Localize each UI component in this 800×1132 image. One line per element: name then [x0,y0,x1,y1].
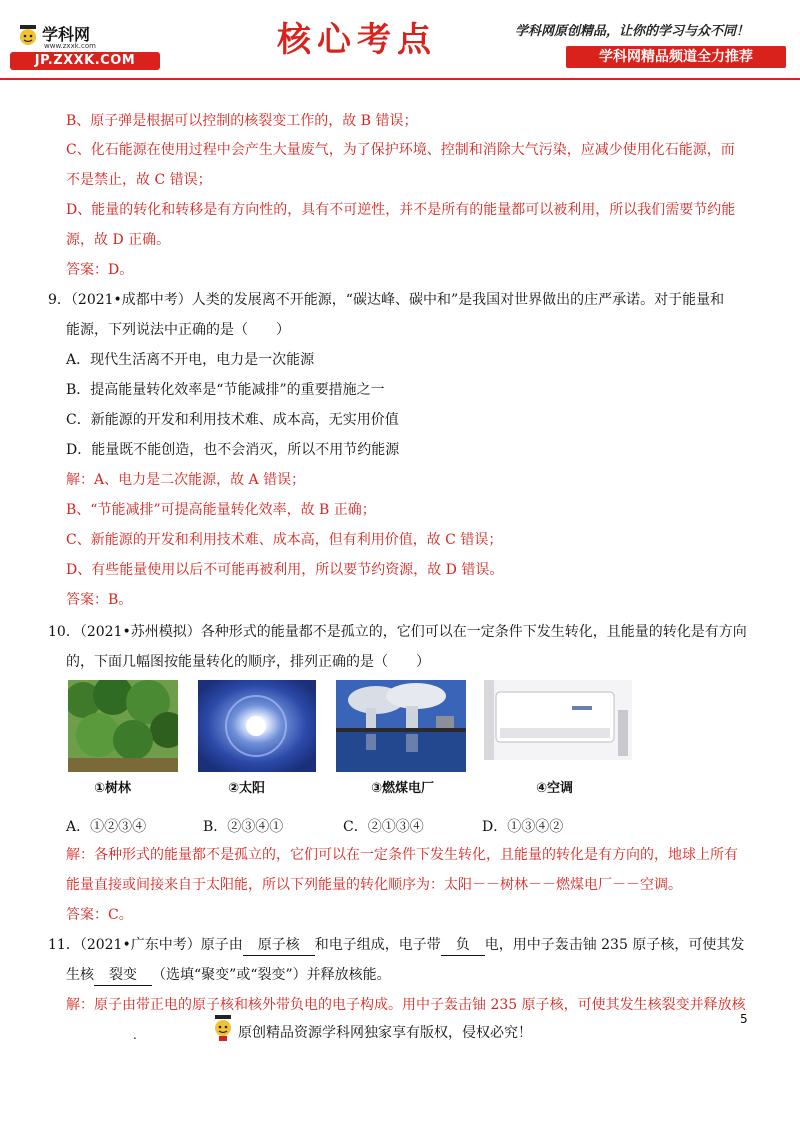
text-line: 能源，下列说法中正确的是（ ） [66,322,290,338]
logo-subtitle: www.zxxk.com [44,42,96,50]
page-number: 5 [740,1012,748,1026]
option-c: C．新能源的开发和利用技术难、成本高，无实用价值 [66,412,399,428]
option-c: C．②①③④ [343,819,424,835]
air-conditioner-image [484,680,632,760]
mascot-icon [210,1014,236,1042]
logo-title: 学科网 [42,25,91,44]
text-line: 源，故 D 正确。 [66,232,171,248]
q11-text: （选填“聚变”或“裂变”）并释放核能。 [152,967,391,983]
q11-text: 电，用中子轰击铀 235 原子核，可使其发 [484,937,745,953]
option-b: B．②③④① [203,819,284,835]
q11-line-2 [66,965,391,986]
solution-line: D、有些能量使用以后不可能再被利用，所以要节约资源，故 D 错误。 [66,562,504,578]
option-d: D．能量既不能创造，也不会消灭，所以不用节约能源 [66,442,400,458]
forest-image [68,680,178,772]
q11-text: 生核 [66,967,94,983]
text-line: D、能量的转化和转移是有方向性的，具有不可逆性，并不是所有的能量都可以被利用，所以我们需要节约能 [66,202,736,218]
blank-answer: 原子核 [243,935,315,956]
mascot-icon [16,24,40,48]
recommend-badge: 学科网精品频道全力推荐 [566,46,786,68]
option-d: D．①③④② [482,819,564,835]
text-line: C、化石能源在使用过程中会产生大量废气，为了保护环境、控制和消除大气污染，应减少使用化石能源，而 [66,142,735,158]
blank-answer: 裂变 [94,965,152,986]
solution-line: B、“节能减排”可提高能量转化效率，故 B 正确； [66,502,376,518]
q11-text: 11．（2021•广东中考）原子由 [48,937,243,953]
question-11 [48,935,744,956]
caption-air-conditioner: ④空调 [536,781,574,796]
solution-line: 解：原子由带正电的原子核和核外带负电的电子构成。用中子轰击铀 235 原子核，可使其发生核裂变并释放核 [66,997,746,1013]
header-slogan: 学科网原创精品，让你的学习与众不同！ [515,24,750,39]
solution-line: 解：各种形式的能量都不是孤立的，它们可以在一定条件下发生转化，且能量的转化是有方向的，地球上所有 [66,847,738,863]
coal-power-plant-image [336,680,466,772]
header-divider [0,78,800,80]
site-logo [8,18,158,74]
text-line: 的，下面几幅图按能量转化的顺序，排列正确的是（ ） [66,654,430,670]
solution-line: 能量直接或间接来自于太阳能，所以下列能量的转化顺序为：太阳－－树林－－燃煤电厂－－空调。 [66,877,682,893]
caption-sun: ②太阳 [228,781,266,796]
answer-line: 答案：D。 [66,262,134,278]
caption-power-plant: ③燃煤电厂 [371,781,435,796]
solution-line: 解：A、电力是二次能源，故 A 错误； [66,472,306,488]
answer-line: 答案：C。 [66,907,133,923]
logo-url[interactable]: JP.ZXXK.COM [10,52,160,70]
option-a: A．现代生活离不开电，电力是一次能源 [66,352,315,368]
text-line: 不是禁止，故 C 错误； [66,172,212,188]
question-10: 10．（2021•苏州模拟）各种形式的能量都不是孤立的，它们可以在一定条件下发生转化，且能量的转化是有方向 [48,624,747,640]
copyright-footer: 原创精品资源学科网独家享有版权，侵权必究！ [238,1025,532,1041]
page-title: 核心考点 [277,20,437,60]
solution-line: C、新能源的开发和利用技术难、成本高，但有利用价值，故 C 错误； [66,532,503,548]
footer-dot: . [133,1028,137,1042]
text-line: B、原子弹是根据可以控制的核裂变工作的，故 B 错误； [66,113,418,129]
sun-image [198,680,316,772]
answer-line: 答案：B。 [66,592,133,608]
q11-text: 和电子组成，电子带 [314,937,441,953]
question-9: 9．（2021•成都中考）人类的发展离不开能源，“碳达峰、碳中和”是我国对世界做出的庄严承诺。对于能量和 [48,292,725,308]
option-b: B．提高能量转化效率是“节能减排”的重要措施之一 [66,382,385,398]
blank-answer: 负 [441,935,485,956]
caption-forest: ①树林 [94,781,132,796]
option-a: A．①②③④ [66,819,147,835]
